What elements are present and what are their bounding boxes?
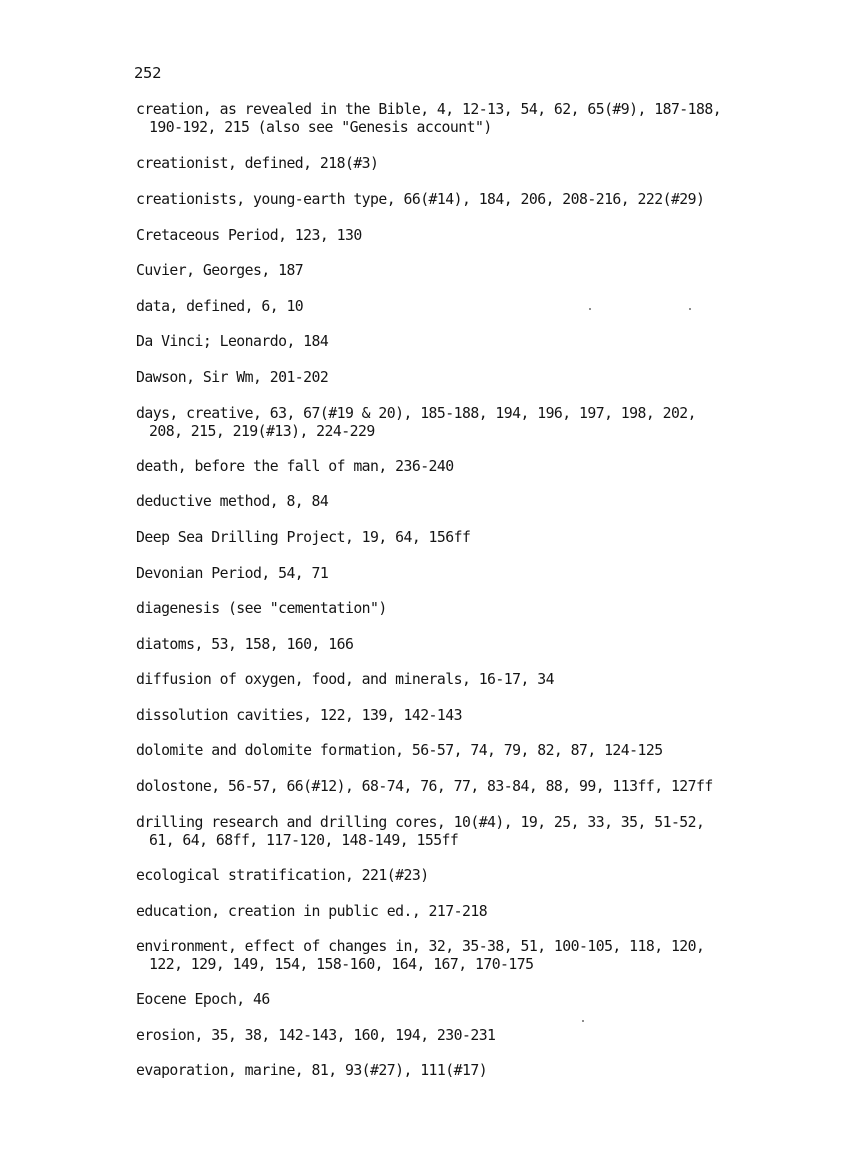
index-entry [136,991,776,1009]
index-entry [136,778,776,796]
entry-line: drilling research and drilling cores, 10(#4), 19, 25, 33, 35, 51-52, [136,814,705,831]
entry-line: environment, effect of changes in, 32, 35-38, 51, 100-105, 118, 120, [136,938,705,955]
entry-line: ecological stratification, 221(#23) [136,867,429,884]
index-entry [136,493,776,511]
index-entry [136,867,776,885]
index-entry [136,227,776,245]
index-entry [136,155,776,173]
index-entry [136,636,776,654]
entry-line: days, creative, 63, 67(#19 & 20), 185-188, 194, 196, 197, 198, 202, [136,405,697,422]
entry-line: Devonian Period, 54, 71 [136,565,329,582]
index-entry [136,262,776,280]
entry-line: data, defined, 6, 10 [136,298,304,315]
index-entry [136,101,776,137]
entry-line: dolomite and dolomite formation, 56-57, 74, 79, 82, 87, 124-125 [136,742,663,759]
entry-line: dolostone, 56-57, 66(#12), 68-74, 76, 77, 83-84, 88, 99, 113ff, 127ff [136,778,713,795]
index-entry [136,191,776,209]
index-entry [136,671,776,689]
entry-line: creationist, defined, 218(#3) [136,155,379,172]
entry-continuation-line: 122, 129, 149, 154, 158-160, 164, 167, 170-175 [149,956,534,973]
entry-line: diagenesis (see "cementation") [136,600,387,617]
entry-continuation-line: 190-192, 215 (also see "Genesis account") [149,119,492,136]
index-entry [136,600,776,618]
scan-speck [689,308,691,310]
entry-line: diatoms, 53, 158, 160, 166 [136,636,354,653]
entry-continuation-line: 208, 215, 219(#13), 224-229 [149,423,375,440]
entry-line: evaporation, marine, 81, 93(#27), 111(#17) [136,1062,488,1079]
index-entry [136,298,776,316]
index-entry [136,1062,776,1080]
entry-line: creationists, young-earth type, 66(#14), 184, 206, 208-216, 222(#29) [136,191,705,208]
entry-line: Da Vinci; Leonardo, 184 [136,333,329,350]
index-entry [136,814,776,850]
entry-continuation-line: 61, 64, 68ff, 117-120, 148-149, 155ff [149,832,459,849]
entry-line: erosion, 35, 38, 142-143, 160, 194, 230-231 [136,1027,496,1044]
index-entry [136,458,776,476]
entry-line: Cretaceous Period, 123, 130 [136,227,362,244]
entry-line: dissolution cavities, 122, 139, 142-143 [136,707,462,724]
index-entry [136,529,776,547]
index-entry [136,333,776,351]
entry-line: Eocene Epoch, 46 [136,991,270,1008]
entry-line: education, creation in public ed., 217-218 [136,903,488,920]
index-entry [136,405,776,441]
entry-line: diffusion of oxygen, food, and minerals, 16-17, 34 [136,671,554,688]
index-entry [136,707,776,725]
scan-speck [589,308,591,310]
scan-speck [582,1020,584,1022]
entry-line: Deep Sea Drilling Project, 19, 64, 156ff [136,529,471,546]
entry-line: Cuvier, Georges, 187 [136,262,304,279]
page-number: 252 [134,64,162,82]
index-entry [136,903,776,921]
index-entry [136,938,776,974]
index-entry [136,565,776,583]
entry-line: death, before the fall of man, 236-240 [136,458,454,475]
index-entry [136,1027,776,1045]
entry-line: Dawson, Sir Wm, 201-202 [136,369,329,386]
entry-line: creation, as revealed in the Bible, 4, 12-13, 54, 62, 65(#9), 187-188, [136,101,722,118]
index-entry [136,369,776,387]
index-entry [136,742,776,760]
entry-line: deductive method, 8, 84 [136,493,329,510]
